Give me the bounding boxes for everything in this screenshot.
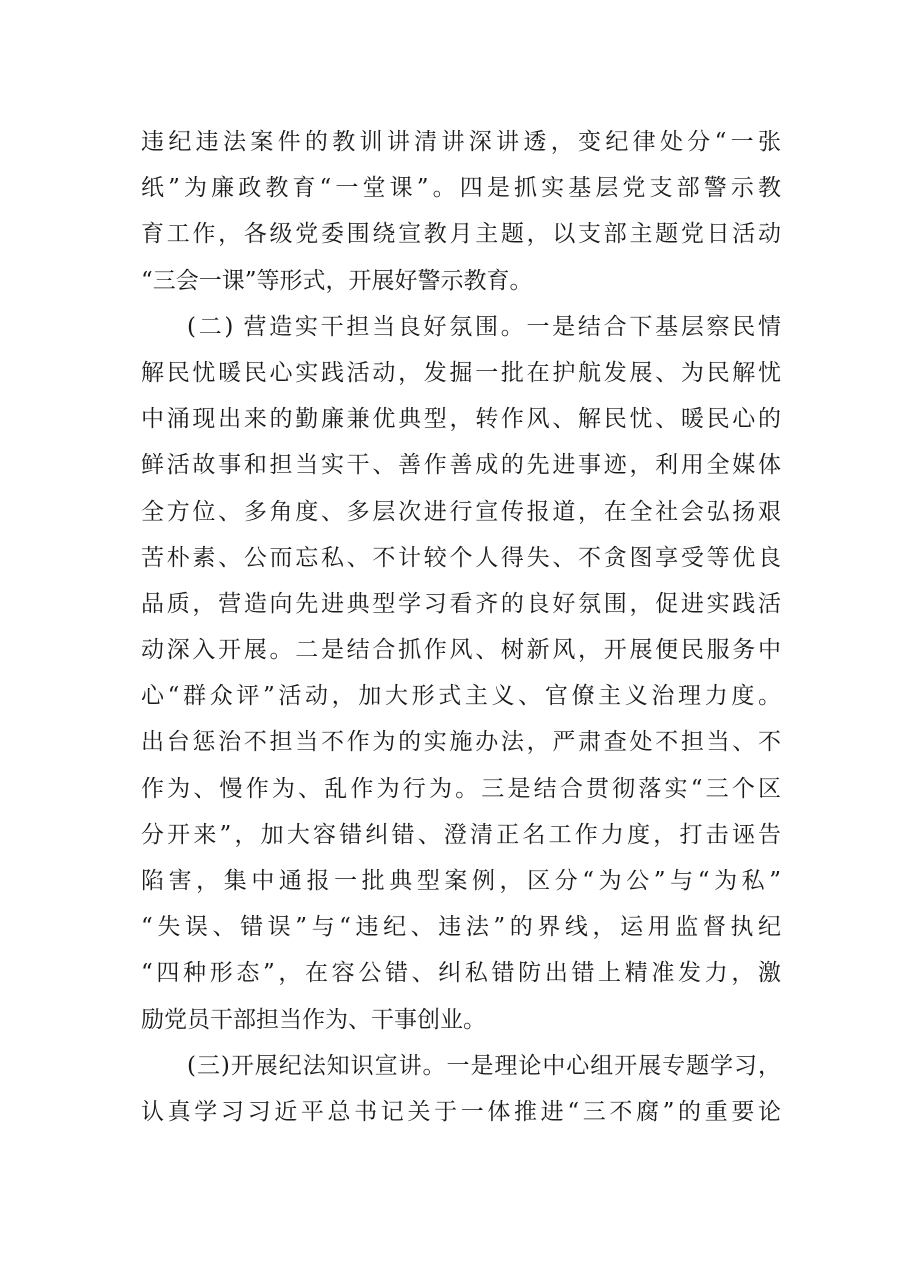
text-line: 中涌现出来的勤廉兼优典型，转作风、解民忧、暖民心的 bbox=[141, 406, 781, 433]
text-line: “失误、错误”与“违纪、违法”的界线，运用监督执纪 bbox=[141, 914, 781, 941]
text-line: 出台惩治不担当不作为的实施办法，严肃查处不担当、不 bbox=[141, 729, 781, 756]
text-line: 作为、慢作为、乱作为行为。三是结合贯彻落实“三个区 bbox=[141, 775, 781, 802]
paragraph-heading-line: (三)开展纪法知识宣讲。一是理论中心组开展专题学习， bbox=[187, 1052, 781, 1079]
text-line: 苦朴素、公而忘私、不计较个人得失、不贪图享受等优良 bbox=[141, 544, 781, 571]
text-line: 育工作，各级党委围绕宣教月主题，以支部主题党日活动 bbox=[141, 221, 781, 248]
document-body bbox=[141, 119, 781, 1135]
text-line: 动深入开展。二是结合抓作风、树新风，开展便民服务中 bbox=[141, 637, 781, 664]
text-line: 解民忧暖民心实践活动，发掘一批在护航发展、为民解忧 bbox=[141, 359, 781, 386]
text-line: 励党员干部担当作为、干事创业。 bbox=[141, 1006, 486, 1033]
text-line: 品质，营造向先进典型学习看齐的良好氛围，促进实践活 bbox=[141, 590, 781, 617]
text-line: 分开来”，加大容错纠错、澄清正名工作力度，打击诬告 bbox=[141, 821, 781, 848]
text-line: 违纪违法案件的教训讲清讲深讲透，变纪律处分“一张 bbox=[141, 129, 781, 155]
paragraph-1 bbox=[141, 119, 781, 304]
text-line: “三会一课”等形式，开展好警示教育。 bbox=[141, 267, 533, 294]
text-line: 心“群众评”活动，加大形式主义、官僚主义治理力度。 bbox=[141, 683, 781, 710]
paragraph-heading-line: (二) 营造实干担当良好氛围。一是结合下基层察民情 bbox=[187, 313, 781, 340]
text-line: 认真学习习近平总书记关于一体推进“三不腐”的重要论 bbox=[141, 1098, 781, 1125]
text-line: 陷害，集中通报一批典型案例，区分“为公”与“为私” bbox=[141, 868, 781, 894]
paragraph-3 bbox=[141, 1043, 781, 1135]
text-line: 鲜活故事和担当实干、善作善成的先进事迹，利用全媒体 bbox=[141, 452, 781, 479]
text-line: “四种形态”，在容公错、纠私错防出错上精准发力，激 bbox=[141, 960, 781, 987]
text-line: 全方位、多角度、多层次进行宣传报道，在全社会弘扬艰 bbox=[141, 498, 781, 525]
text-line: 纸”为廉政教育“一堂课”。四是抓实基层党支部警示教 bbox=[141, 175, 781, 202]
paragraph-2 bbox=[141, 304, 781, 1043]
